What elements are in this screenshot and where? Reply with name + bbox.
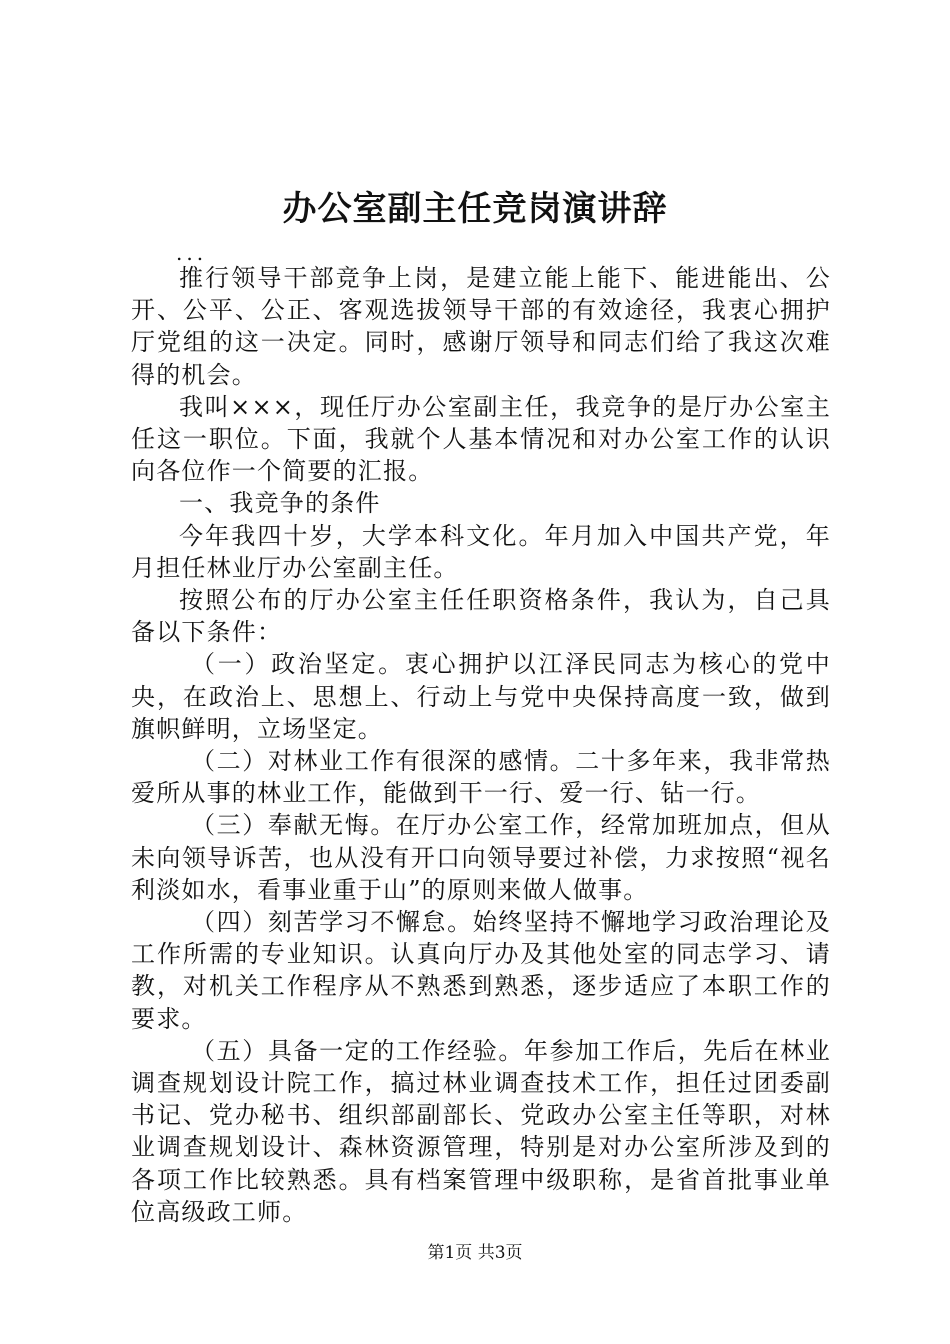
section-heading-conditions: 一、我竞争的条件 bbox=[179, 489, 381, 518]
document-body bbox=[131, 262, 831, 1228]
paragraph-item-1: （一）政治坚定。衷心拥护以江泽民同志为核心的党中央，在政治上、思想上、行动上与党中央保持高度一致，做到旗帜鲜明，立场坚定。 bbox=[131, 650, 831, 743]
paragraph-item-3: （三）奉献无悔。在厅办公室工作，经常加班加点，但从未向领导诉苦，也从没有开口向领导要过补偿，力求按照“视名利淡如水，看事业重于山”的原则来做人做事。 bbox=[131, 811, 831, 904]
page-footer: 第1页 共3页 bbox=[427, 1243, 523, 1263]
paragraph-intro: 推行领导干部竞争上岗，是建立能上能下、能进能出、公开、公平、公正、客观选拔领导干部的有效途径，我衷心拥护厅党组的这一决定。同时，感谢厅领导和同志们给了我这次难得的机会。 bbox=[131, 264, 831, 389]
paragraph-qualifications-lead: 按照公布的厅办公室主任任职资格条件，我认为，自己具备以下条件： bbox=[131, 586, 831, 647]
paragraph-item-4: （四）刻苦学习不懈怠。始终坚持不懈地学习政治理论及工作所需的专业知识。认真向厅办及其他处室的同志学习、请教，对机关工作程序从不熟悉到熟悉，逐步适应了本职工作的要求。 bbox=[131, 908, 831, 1033]
paragraph-item-5: （五）具备一定的工作经验。年参加工作后，先后在林业调查规划设计院工作，搞过林业调查技术工作，担任过团委副书记、党办秘书、组织部副部长、党政办公室主任等职，对林业调查规划设计、森林资源管理，特别是对办公室所涉及到的各项工作比较熟悉。具有档案管理中级职称，是省首批事业单位高级政工师。 bbox=[131, 1036, 831, 1226]
document-title: 办公室副主任竞岗演讲辞 bbox=[282, 189, 668, 229]
paragraph-self-introduction: 我叫×××，现任厅办公室副主任，我竞争的是厅办公室主任这一职位。下面，我就个人基本情况和对办公室工作的认识向各位作一个简要的汇报。 bbox=[131, 392, 831, 486]
paragraph-item-2: （二）对林业工作有很深的感情。二十多年来，我非常热爱所从事的林业工作，能做到干一行、爱一行、钻一行。 bbox=[131, 747, 831, 808]
ellipsis-marker: ... bbox=[176, 241, 208, 265]
paragraph-background: 今年我四十岁，大学本科文化。年月加入中国共产党，年月担任林业厅办公室副主任。 bbox=[131, 521, 831, 582]
